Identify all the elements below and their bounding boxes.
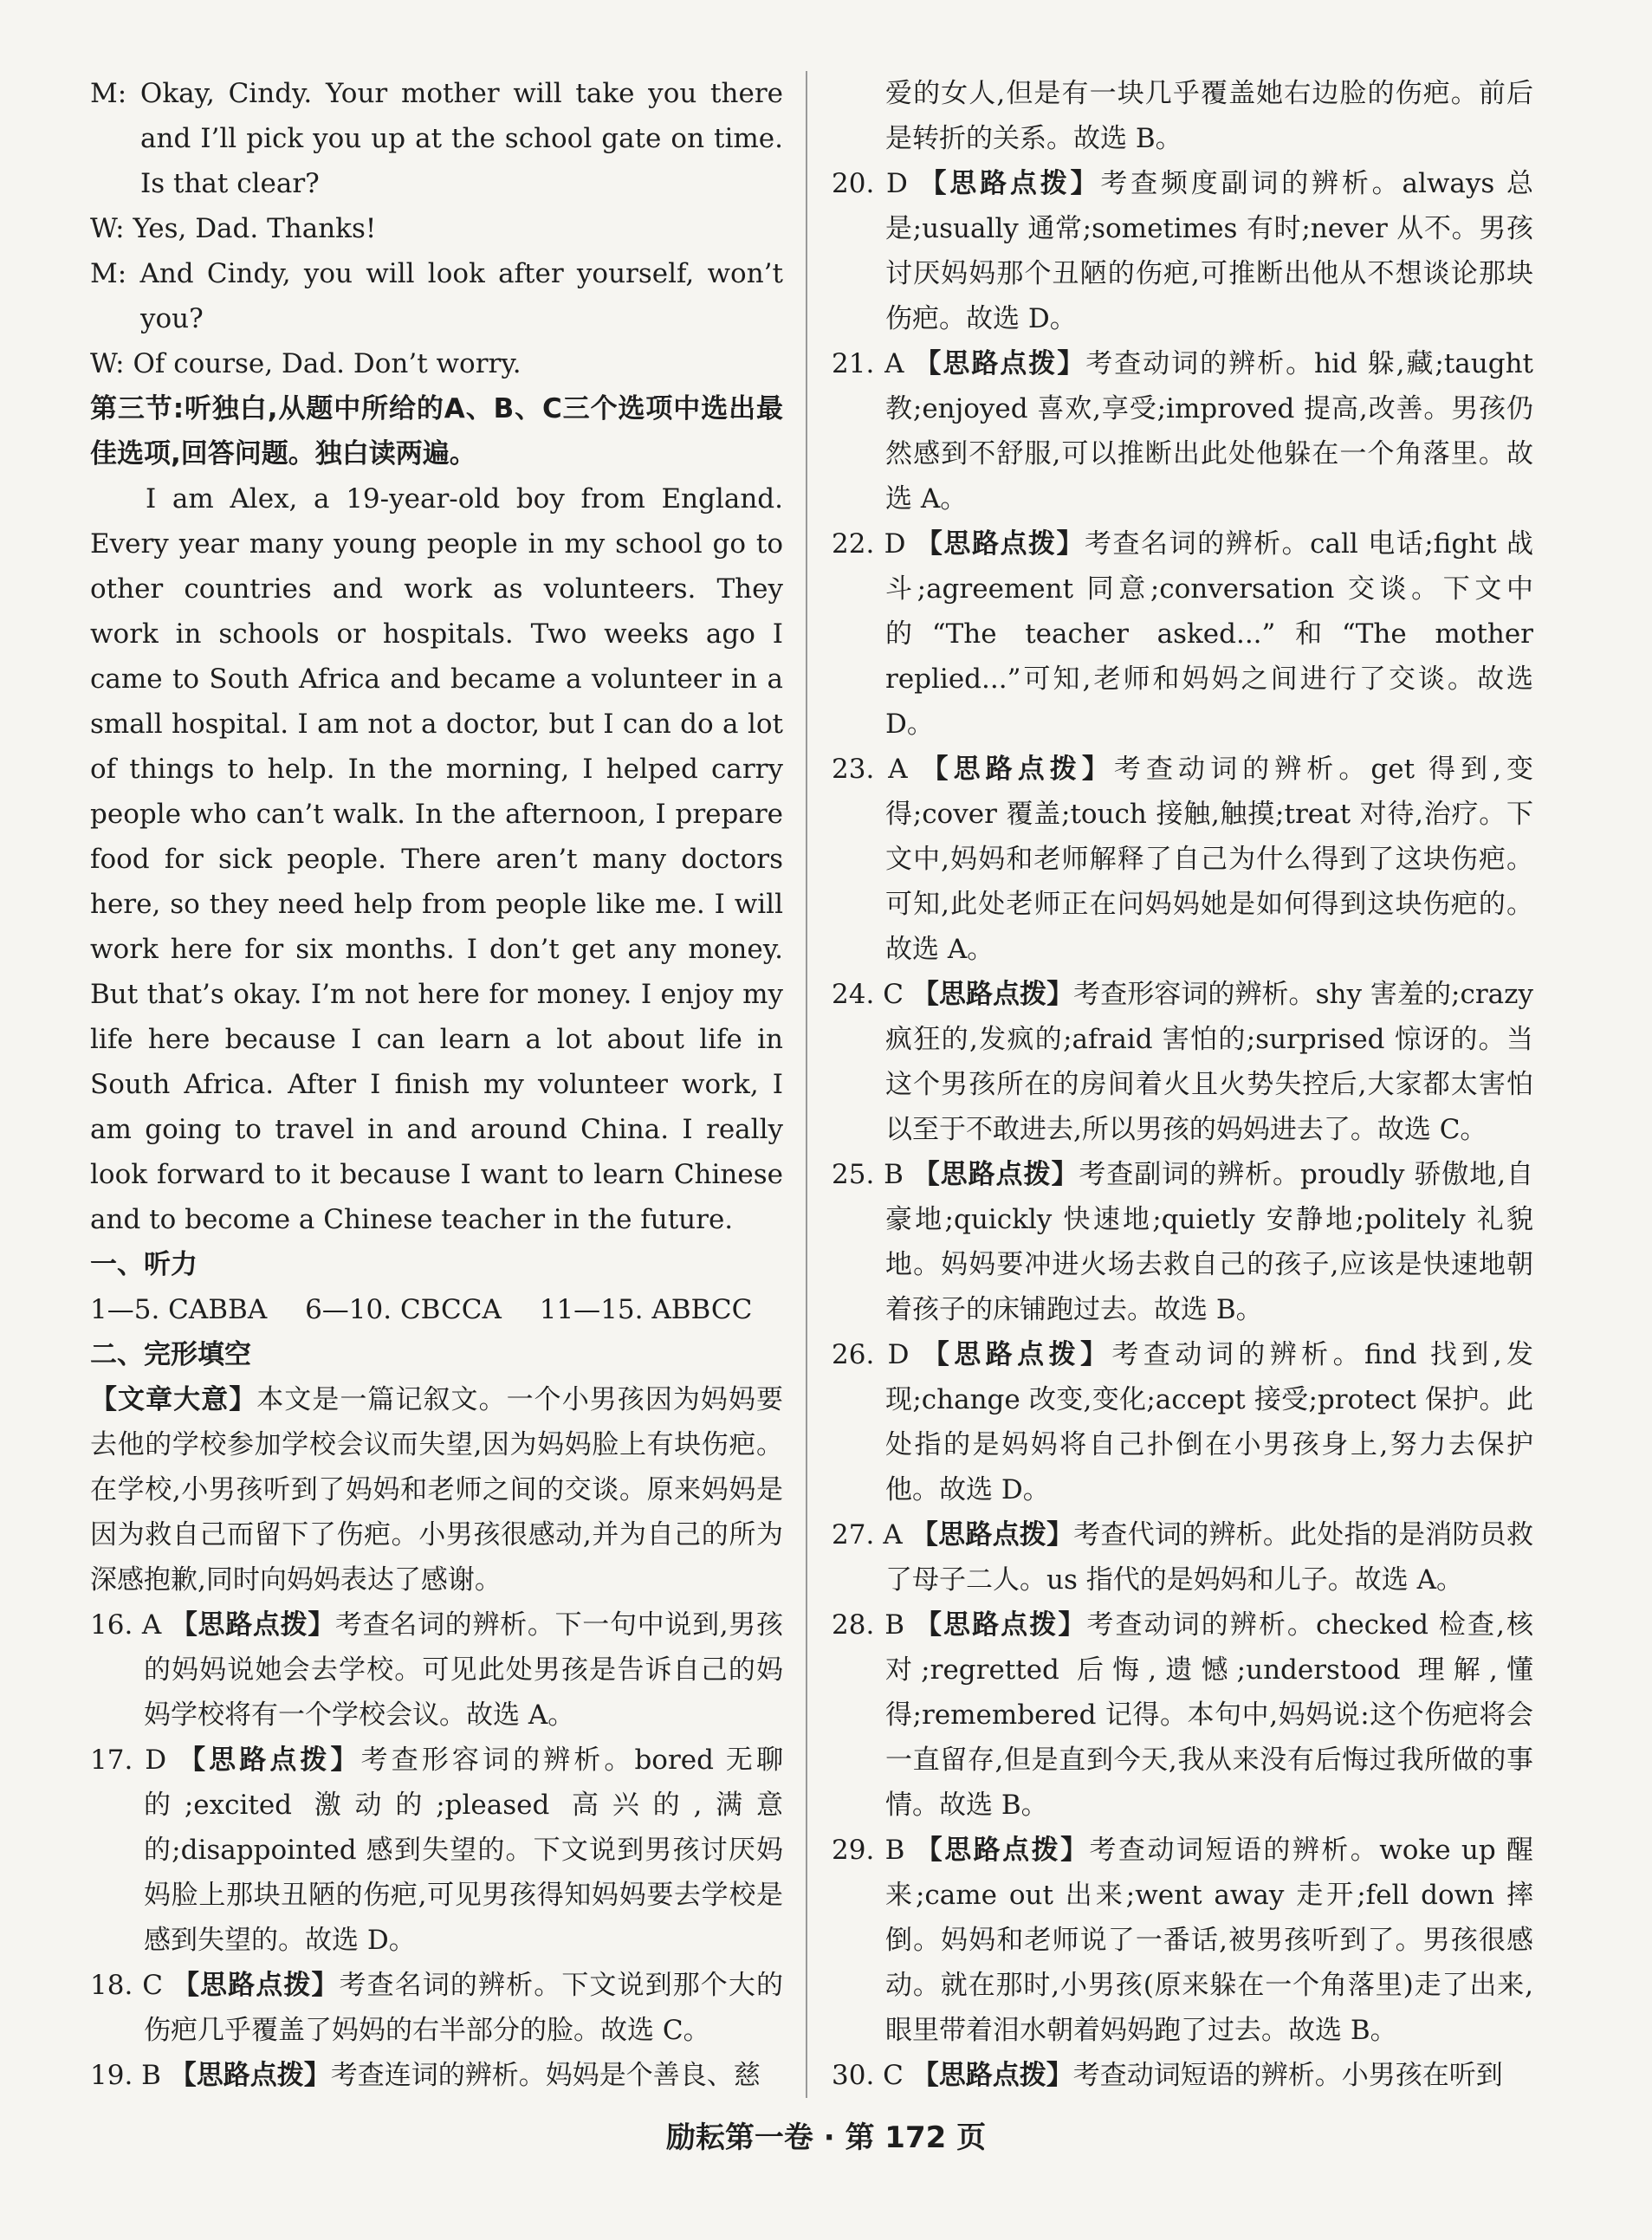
answer-item [832,1332,1533,1512]
item-number: 23. A [832,754,908,785]
item-tag: 【思路点拨】 [178,1745,361,1776]
item-text: 考查名词的辨析。call 电话;fight 战斗;agreement 同意;conversation 交谈。下文中的“The teacher asked...”和“The mother replied...”可知,老师和妈妈之间进行了交谈。故选 D。 [885,528,1533,740]
item-tag: 【思路点拨】 [912,1159,1079,1190]
item-number: 20. D [832,168,908,199]
left-column [90,71,783,2098]
dialogue-line: W: Yes, Dad. Thanks! [90,213,377,244]
answer-group: 6—10. CBCCA [305,1294,502,1325]
item-text: 考查动词短语的辨析。小男孩在听到 [1072,2060,1503,2091]
item-tag: 【思路点拨】 [914,1609,1087,1641]
listening-heading: 一、听力 [90,1249,198,1280]
item-number: 26. D [832,1339,910,1370]
item-tag: 【思路点拨】 [911,979,1074,1010]
answer-group: 1—5. CABBA [90,1294,268,1325]
answer-item [832,1512,1533,1602]
item-tag: 【思路点拨】 [915,528,1085,560]
item-number: 19. B [90,2060,161,2091]
item-number: 24. C [832,979,904,1010]
item-text: 考查代词的辨析。此处指的是消防员救了母子二人。us 指代的是妈妈和儿子。故选 A。 [885,1519,1534,1596]
dialogue-line: W: Of course, Dad. Don’t worry. [90,348,522,379]
item-text: 考查动词的辨析。hid 躲,藏;taught 教;enjoyed 喜欢,享受;improved 提高,改善。男孩仍然感到不舒服,可以推断出此处他躲在一个角落里。故选 A。 [885,348,1534,515]
listening-answers [90,1287,783,1332]
item-tag: 【思路点拨】 [169,2060,331,2091]
item-text: 考查副词的辨析。proudly 骄傲地,自豪地;quickly 快速地;quietly 安静地;politely 礼貌地。妈妈要冲进火场去救自己的孩子,应该是快速地朝着孩子的床铺跑过去。故选 B。 [885,1159,1534,1325]
answer-item [832,972,1533,1152]
answer-item [832,2053,1533,2098]
item-tag: 【思路点拨】 [911,2060,1073,2091]
item-number: 16. A [90,1609,162,1641]
section3-heading: 第三节:听独白,从题中所给的A、B、C三个选项中选出最佳选项,回答问题。独白读两遍。 [90,393,783,469]
item-text: 考查动词短语的辨析。woke up 醒来;came out 出来;went away 走开;fell down 摔倒。妈妈和老师说了一番话,被男孩听到了。男孩很感动。就在那时,小男孩(原来躲在一个角落里)走了出来,眼里带着泪水朝着妈妈跑了过去。故选 B。 [885,1835,1533,2046]
answer-item [832,1602,1533,1828]
answer-item [832,161,1533,341]
item-number: 30. C [832,2060,904,2091]
answer-item [832,747,1533,972]
item-text: 考查连词的辨析。妈妈是个善良、慈 [330,2060,761,2091]
item-text: 考查名词的辨析。下文说到那个大的伤疤几乎覆盖了妈妈的右半部分的脸。故选 C。 [144,1970,784,2046]
item-tag: 【思路点拨】 [910,1519,1074,1551]
item-text: 考查动词的辨析。find 找到,发现;change 改变,变化;accept 接受;protect 保护。此处指的是妈妈将自己扑倒在小男孩身上,努力去保护他。故选 D。 [885,1339,1534,1505]
item-tag: 【思路点拨】 [914,348,1086,379]
answer-item [832,1152,1533,1332]
article-summary [90,1377,783,1602]
answer-item [90,1738,783,1963]
item-number: 25. B [832,1159,904,1190]
dialogue-line: M: And Cindy, you will look after yourself, won’t you? [90,258,783,334]
answer-item [90,1602,783,1738]
item-text: 考查频度副词的辨析。always 总是;usually 通常;sometimes 有时;never 从不。男孩讨厌妈妈那个丑陋的伤疤,可推断出他从不想谈论那块伤疤。故选 D。 [885,168,1533,334]
answer-item [90,1963,783,2053]
item-text: 考查动词的辨析。checked 检查,核对;regretted 后悔,遗憾;understood 理解,懂得;remembered 记得。本句中,妈妈说:这个伤疤将会一直留存,但是直到今天,我从来没有后悔过我所做的事情。故选 B。 [885,1609,1534,1821]
item-tag: 【思路点拨】 [915,1835,1090,1866]
cloze-heading: 二、完形填空 [90,1339,251,1370]
item-text: 考查名词的辨析。下一句中说到,男孩的妈妈说她会去学校。可见此处男孩是告诉自己的妈妈学校将有一个学校会议。故选 A。 [144,1609,784,1731]
item-number: 27. A [832,1519,903,1551]
item-number: 28. B [832,1609,905,1641]
right-column [832,71,1533,2098]
item-tag: 【思路点拨】 [170,1609,335,1641]
item-number: 17. D [90,1745,167,1776]
item-tag: 【思路点拨】 [919,168,1101,199]
answer-item [832,1828,1533,2053]
column-divider [806,71,807,2098]
page-footer: 励耘第一卷 · 第 172 页 [665,2120,987,2155]
item-text: 考查形容词的辨析。shy 害羞的;crazy 疯狂的,发疯的;afraid 害怕的;surprised 惊讶的。当这个男孩所在的房间着火且火势失控后,大家都太害怕以至于不敢进去,所以男孩的妈妈进去了。故选 C。 [885,979,1534,1145]
monologue-text: I am Alex, a 19-year-old boy from England. Every year many young people in my school go to other countries and work as volunteers. They work in schools or hospitals. Two weeks ago I came to South Africa and became a volunteer in a small hospital. I am not a doctor, but I can do a lot of things to help. In the morning, I helped carry people who can’t walk. In the afternoon, I prepare food for sick people. There aren’t many doctors here, so they need help from people like me. I will work here for six months. I don’t get any money. But that’s okay. I’m not here for money. I enjoy my life here because I can learn a lot about life in South Africa. After I finish my volunteer work, I am going to travel in and around China. I really look forward to it because I want to learn Chinese and to become a Chinese teacher in the future. [90,483,783,1235]
item-number: 21. A [832,348,904,379]
dialogue-line: M: Okay, Cindy. Your mother will take you there and I’ll pick you up at the school gate on time. Is that clear? [90,78,783,199]
answer-item [90,2053,783,2098]
item-tag: 【思路点拨】 [922,1339,1112,1370]
item-tag: 【思路点拨】 [921,754,1114,785]
answer-item [832,341,1533,521]
answer-item [832,521,1533,747]
item-number: 18. C [90,1970,163,2001]
summary-tag: 【文章大意】 [90,1384,257,1415]
item-text: 考查动词的辨析。get 得到,变得;cover 覆盖;touch 接触,触摸;treat 对待,治疗。下文中,妈妈和老师解释了自己为什么得到了这块伤疤。可知,此处老师正在问妈妈她是如何得到这块伤疤的。故选 A。 [885,754,1534,965]
answer-group: 11—15. ABBCC [539,1294,753,1325]
summary-text: 本文是一篇记叙文。一个小男孩因为妈妈要去他的学校参加学校会议而失望,因为妈妈脸上有块伤疤。在学校,小男孩听到了妈妈和老师之间的交谈。原来妈妈是因为救自己而留下了伤疤。小男孩很感动,并为自己的所为深感抱歉,同时向妈妈表达了感谢。 [90,1384,783,1596]
item-number: 22. D [832,528,906,560]
item-number: 29. B [832,1835,905,1866]
continuation-text: 爱的女人,但是有一块几乎覆盖她右边脸的伤疤。前后是转折的关系。故选 B。 [885,78,1533,154]
item-tag: 【思路点拨】 [172,1970,340,2001]
item-text: 考查形容词的辨析。bored 无聊的;excited 激动的;pleased 高兴的,满意的;disappointed 感到失望的。下文说到男孩讨厌妈妈脸上那块丑陋的伤疤,可见男孩得知妈妈要去学校是感到失望的。故选 D。 [144,1745,784,1956]
